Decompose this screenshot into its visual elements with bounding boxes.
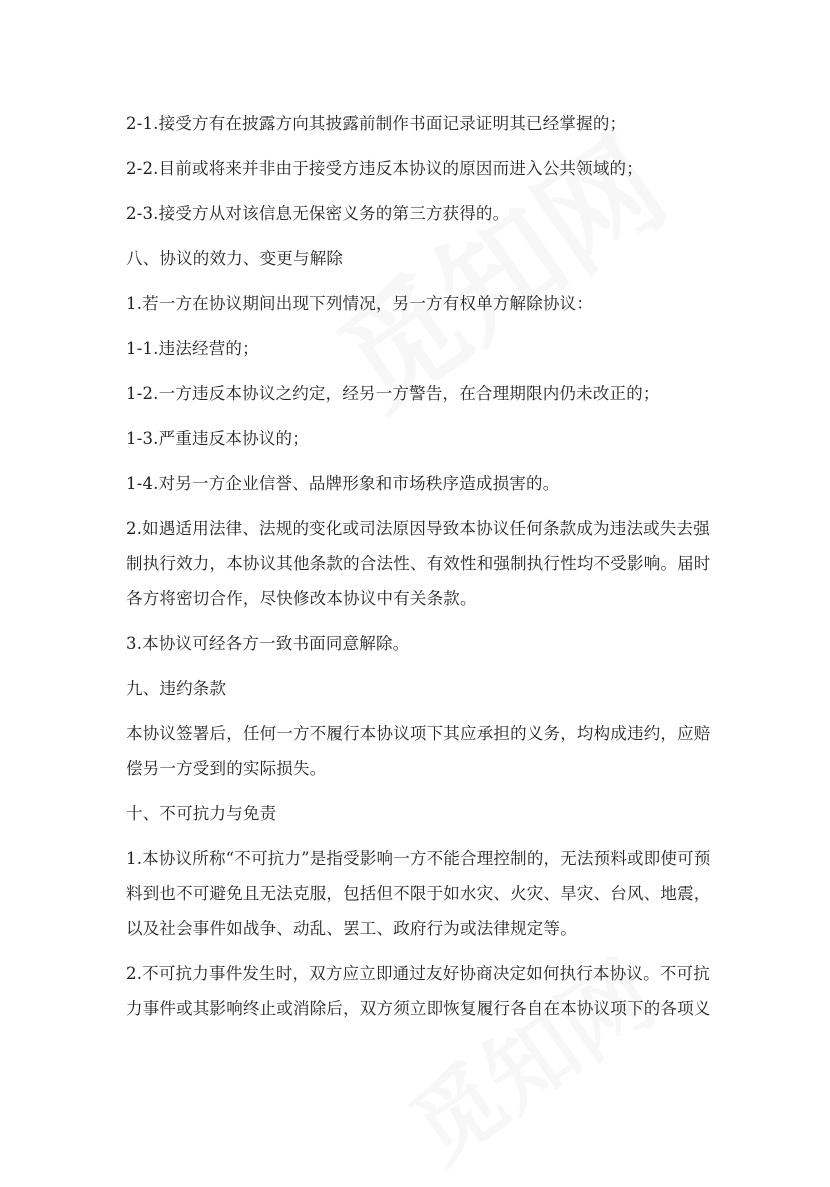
clause-3: 3.本协议可经各方一致书面同意解除。	[126, 634, 410, 653]
clause-1-1: 1-1.违法经营的；	[126, 339, 259, 358]
clause-1-2: 1-2.一方违反本协议之约定，经另一方警告，在合理期限内仍未改正的；	[126, 384, 660, 403]
clause-2-2: 2-2.目前或将来并非由于接受方违反本协议的原因而进入公共领域的；	[126, 159, 643, 178]
section-heading-9: 九、违约条款	[126, 679, 227, 698]
section-heading-10: 十、不可抗力与免责	[126, 804, 277, 823]
clause-1-3: 1-3.严重违反本协议的；	[126, 429, 309, 448]
section-heading-8: 八、协议的效力、变更与解除	[126, 249, 344, 268]
force-majeure-clause-2: 2.不可抗力事件发生时，双方应立即通过友好协商决定如何执行本协议。不可抗力事件或其影响终止或消除后，双方须立即恢复履行各自在本协议项下的各项义	[126, 964, 711, 1018]
clause-2: 2.如遇适用法律、法规的变化或司法原因导致本协议任何条款成为违法或失去强制执行效力，本协议其他条款的合法性、有效性和强制执行性均不受影响。届时各方将密切合作，尽快修改本协议中有关条款。	[126, 519, 711, 608]
clause-1: 1.若一方在协议期间出现下列情况，另一方有权单方解除协议：	[126, 294, 594, 313]
clause-2-3: 2-3.接受方从对该信息无保密义务的第三方获得的。	[126, 204, 510, 223]
force-majeure-clause-1: 1.本协议所称“不可抗力”是指受影响一方不能合理控制的，无法预料或即使可预料到也不可避免且无法克服，包括但不限于如水灾、火灾、旱灾、台风、地震，以及社会事件如战争、动乱、罢工、政府行为或法律规定等。	[126, 849, 711, 938]
clause-1-4: 1-4.对另一方企业信誉、品牌形象和市场秩序造成损害的。	[126, 474, 560, 493]
clause-2-1: 2-1.接受方有在披露方向其披露前制作书面记录证明其已经掌握的；	[126, 114, 627, 133]
breach-clause: 本协议签署后，任何一方不履行本协议项下其应承担的义务，均构成违约，应赔偿另一方受到的实际损失。	[126, 724, 711, 778]
document-body	[126, 106, 716, 1036]
